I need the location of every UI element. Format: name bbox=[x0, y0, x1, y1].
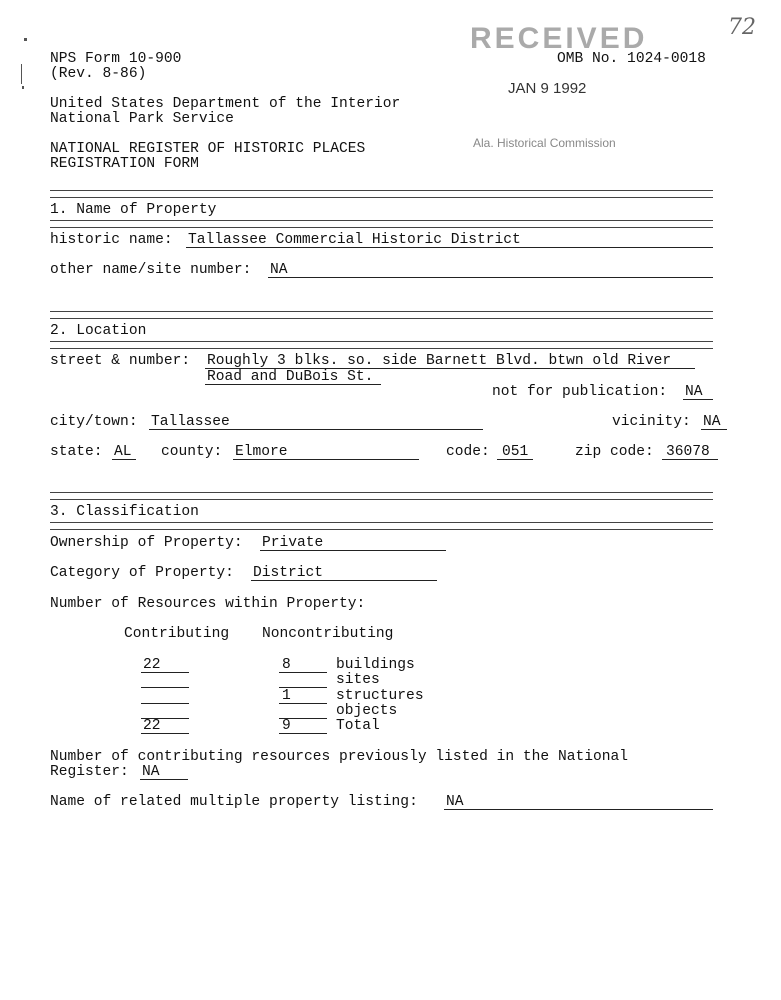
prev-listed-value: NA bbox=[142, 764, 160, 780]
omb-number: OMB No. 1024-0018 bbox=[557, 51, 706, 67]
margin-mark bbox=[24, 38, 27, 41]
field-underline bbox=[141, 672, 189, 673]
field-underline bbox=[497, 459, 533, 460]
section2-heading: 2. Location bbox=[50, 323, 147, 339]
ownership-label: Ownership of Property: bbox=[50, 535, 243, 551]
section-divider bbox=[50, 311, 713, 319]
field-underline bbox=[260, 550, 446, 551]
county-value: Elmore bbox=[235, 444, 288, 460]
historic-name-value: Tallassee Commercial Historic District bbox=[188, 232, 521, 248]
resource-type: buildings bbox=[336, 657, 415, 673]
field-underline bbox=[279, 733, 327, 734]
state-label: state: bbox=[50, 444, 103, 460]
section-divider bbox=[50, 341, 713, 349]
field-underline bbox=[268, 277, 713, 278]
field-underline bbox=[141, 687, 189, 688]
city-label: city/town: bbox=[50, 414, 138, 430]
section1-heading: 1. Name of Property bbox=[50, 202, 217, 218]
vicinity-label: vicinity: bbox=[612, 414, 691, 430]
noncontributing-count: 8 bbox=[282, 657, 291, 673]
section-divider bbox=[50, 190, 713, 198]
stamp-commission: Ala. Historical Commission bbox=[473, 136, 616, 150]
form-number: NPS Form 10-900 bbox=[50, 51, 182, 67]
register-title: NATIONAL REGISTER OF HISTORIC PLACES bbox=[50, 141, 366, 157]
field-underline bbox=[279, 703, 327, 704]
field-underline bbox=[701, 429, 727, 430]
department: United States Department of the Interior bbox=[50, 96, 401, 112]
contributing-total: 22 bbox=[143, 718, 161, 734]
field-underline bbox=[683, 399, 713, 400]
received-stamp: RECEIVED bbox=[470, 22, 648, 55]
field-underline bbox=[186, 247, 713, 248]
street-value-line1: Roughly 3 blks. so. side Barnett Blvd. btwn old River bbox=[207, 353, 672, 369]
field-underline bbox=[141, 733, 189, 734]
field-underline bbox=[251, 580, 437, 581]
field-underline bbox=[279, 672, 327, 673]
section-divider bbox=[50, 492, 713, 500]
prev-listed-label-2: Register: bbox=[50, 764, 129, 780]
resource-type: structures bbox=[336, 688, 424, 704]
field-underline bbox=[233, 459, 419, 460]
city-value: Tallassee bbox=[151, 414, 230, 430]
col-contributing: Contributing bbox=[124, 626, 230, 642]
code-value: 051 bbox=[502, 444, 529, 460]
field-underline bbox=[149, 429, 483, 430]
not-for-publication-label: not for publication: bbox=[492, 384, 668, 400]
resources-label: Number of Resources within Property: bbox=[50, 596, 366, 612]
form-title: REGISTRATION FORM bbox=[50, 156, 199, 172]
section-divider bbox=[50, 220, 713, 228]
other-name-value: NA bbox=[270, 262, 288, 278]
margin-mark bbox=[22, 86, 24, 89]
historic-name-label: historic name: bbox=[50, 232, 173, 248]
code-label: code: bbox=[446, 444, 490, 460]
multiple-listing-value: NA bbox=[446, 794, 464, 810]
not-for-publication-value: NA bbox=[685, 384, 703, 400]
stamp-date: JAN 9 1992 bbox=[508, 80, 587, 97]
street-label: street & number: bbox=[50, 353, 191, 369]
col-noncontributing: Noncontributing bbox=[262, 626, 394, 642]
section3-heading: 3. Classification bbox=[50, 504, 199, 520]
resource-type: sites bbox=[336, 672, 380, 688]
contributing-count: 22 bbox=[143, 657, 161, 673]
multiple-listing-label: Name of related multiple property listing: bbox=[50, 794, 418, 810]
field-underline bbox=[140, 779, 188, 780]
zip-label: zip code: bbox=[575, 444, 654, 460]
form-revision: (Rev. 8-86) bbox=[50, 66, 147, 82]
noncontributing-total: 9 bbox=[282, 718, 291, 734]
field-underline bbox=[141, 703, 189, 704]
other-name-label: other name/site number: bbox=[50, 262, 252, 278]
noncontributing-count: 1 bbox=[282, 688, 291, 704]
state-value: AL bbox=[114, 444, 132, 460]
field-underline bbox=[112, 459, 136, 460]
field-underline bbox=[662, 459, 718, 460]
vicinity-value: NA bbox=[703, 414, 721, 430]
section-divider bbox=[50, 522, 713, 530]
resource-type: objects bbox=[336, 703, 398, 719]
category-label: Category of Property: bbox=[50, 565, 234, 581]
field-underline bbox=[205, 384, 381, 385]
field-underline bbox=[444, 809, 713, 810]
category-value: District bbox=[253, 565, 324, 581]
handwritten-number: 72 bbox=[728, 15, 756, 40]
service: National Park Service bbox=[50, 111, 234, 127]
prev-listed-label: Number of contributing resources previously listed in the National bbox=[50, 749, 629, 765]
margin-mark bbox=[21, 64, 22, 84]
ownership-value: Private bbox=[262, 535, 324, 551]
resource-type-total: Total bbox=[336, 718, 380, 734]
zip-value: 36078 bbox=[666, 444, 710, 460]
county-label: county: bbox=[161, 444, 223, 460]
street-value-line2: Road and DuBois St. bbox=[207, 369, 374, 385]
